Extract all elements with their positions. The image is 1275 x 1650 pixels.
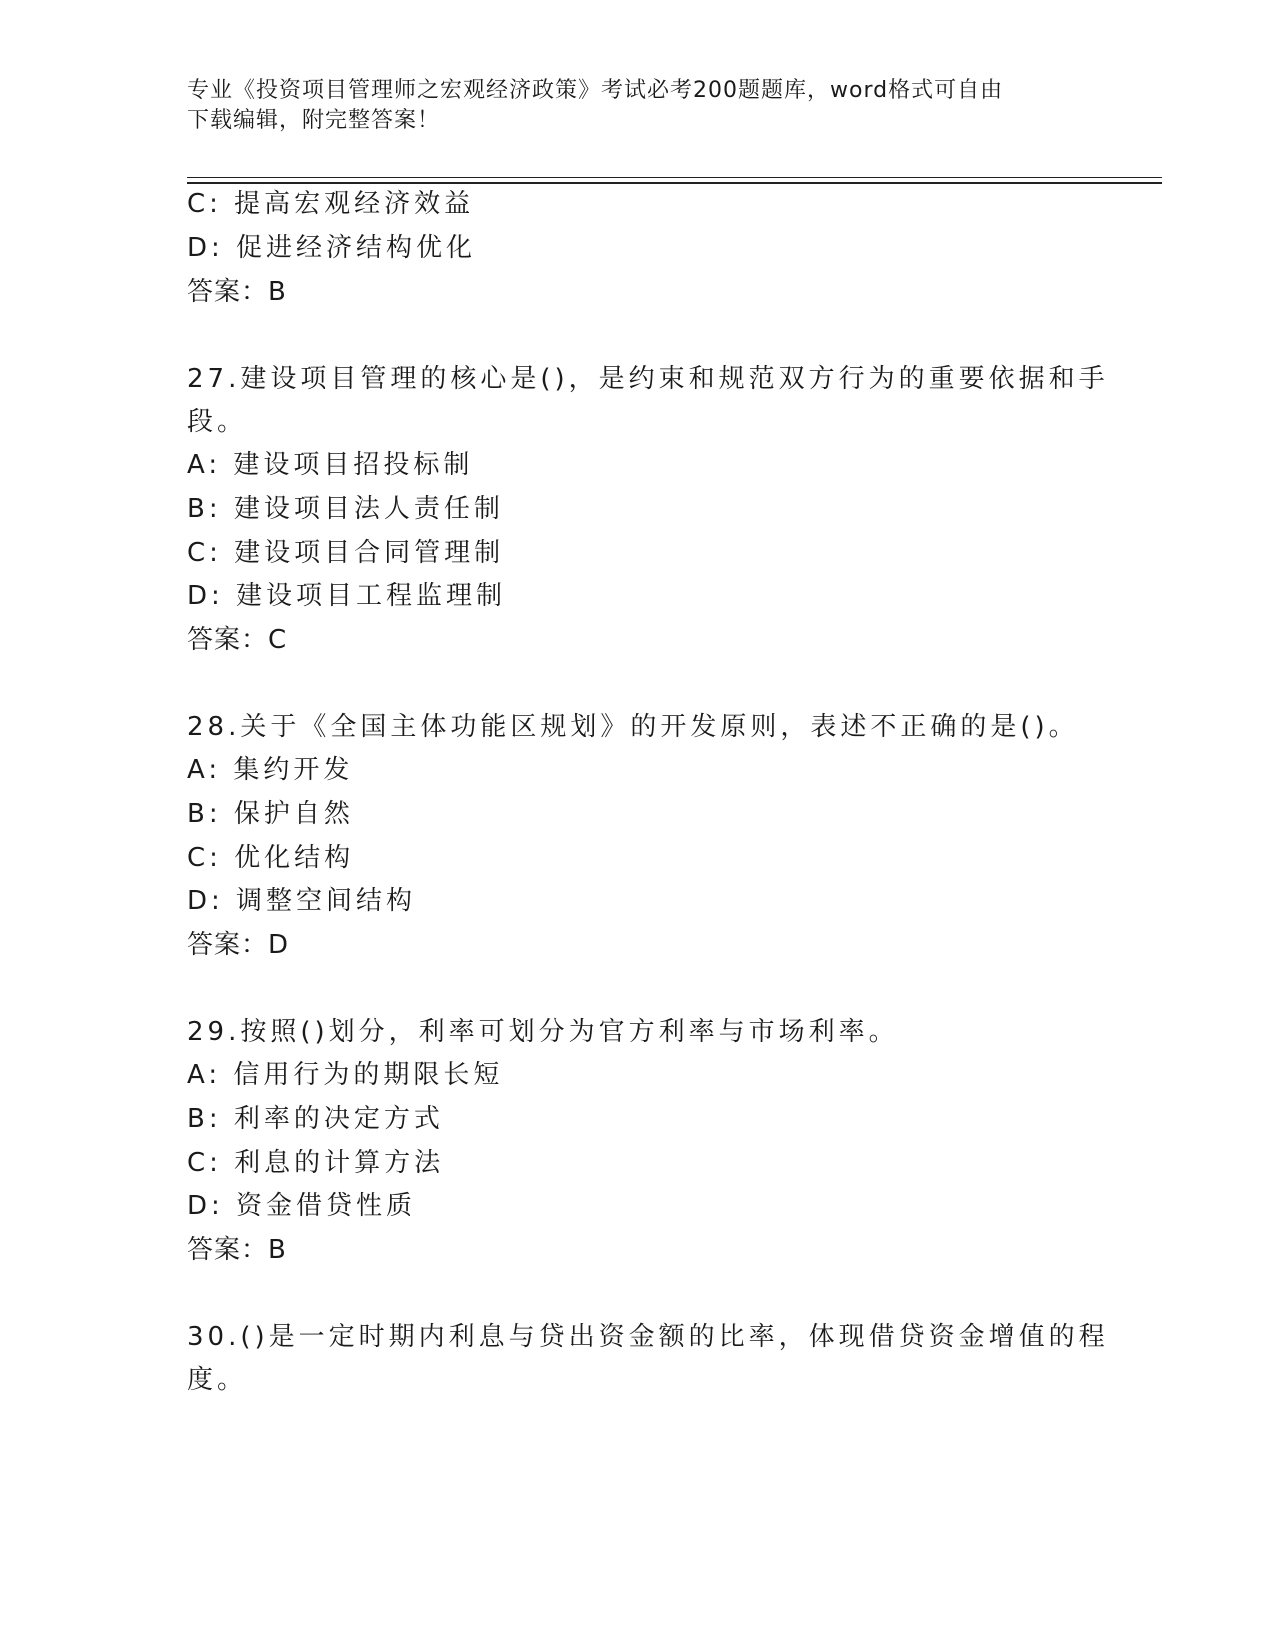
question-29-stem: 29.按照()划分，利率可划分为官方利率与市场利率。 (187, 1017, 899, 1047)
option-d: D: 资金借贷性质 (187, 1191, 417, 1221)
option-c: C: 利息的计算方法 (187, 1148, 445, 1178)
question-30-stem: 30.()是一定时期内利息与贷出资金额的比率，体现借贷资金增值的程 (187, 1322, 1109, 1352)
header-divider-thin (187, 177, 1162, 178)
answer: 答案：C (187, 625, 288, 655)
question-30-stem-cont: 度。 (187, 1365, 248, 1395)
option-c: C: 提高宏观经济效益 (187, 189, 475, 219)
answer: 答案：D (187, 930, 290, 960)
option-c: C: 优化结构 (187, 843, 355, 873)
option-b: B: 保护自然 (187, 799, 354, 829)
option-a: A: 信用行为的期限长短 (187, 1060, 504, 1090)
option-a: A: 集约开发 (187, 755, 354, 785)
option-a: A: 建设项目招投标制 (187, 450, 474, 480)
header-line-2: 下载编辑，附完整答案！ (187, 108, 441, 133)
header-line-1: 专业《投资项目管理师之宏观经济政策》考试必考200题题库，word格式可自由 (187, 78, 1004, 103)
option-c: C: 建设项目合同管理制 (187, 538, 505, 568)
question-27-stem: 27.建设项目管理的核心是()，是约束和规范双方行为的重要依据和手 (187, 364, 1109, 394)
answer: 答案：B (187, 1235, 287, 1265)
header-divider-thick (187, 182, 1162, 184)
option-b: B: 利率的决定方式 (187, 1104, 444, 1134)
option-b: B: 建设项目法人责任制 (187, 494, 504, 524)
option-d: D: 促进经济结构优化 (187, 233, 477, 263)
answer: 答案：B (187, 277, 287, 307)
question-27-stem-cont: 段。 (187, 407, 248, 437)
option-d: D: 调整空间结构 (187, 886, 417, 916)
option-d: D: 建设项目工程监理制 (187, 581, 507, 611)
question-28-stem: 28.关于《全国主体功能区规划》的开发原则，表述不正确的是()。 (187, 712, 1079, 742)
document-header (187, 76, 1087, 136)
